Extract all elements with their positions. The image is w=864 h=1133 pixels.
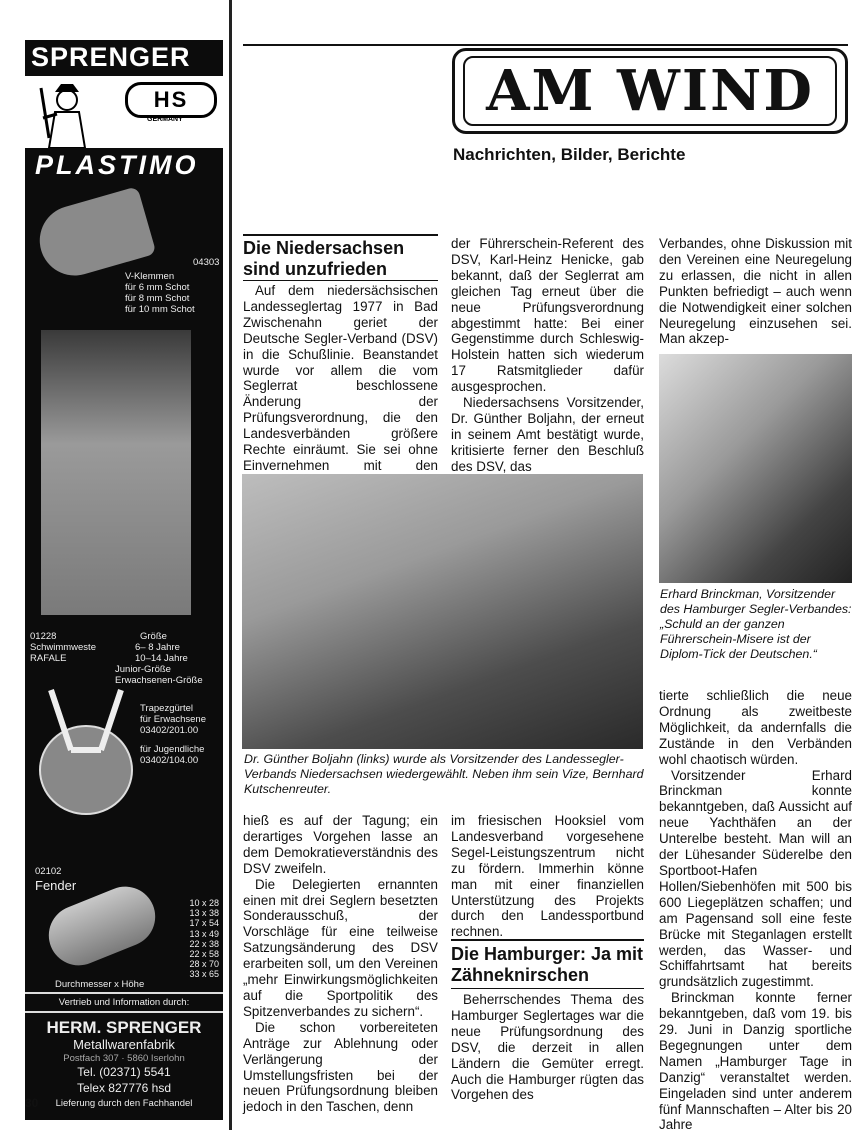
am-wind-masthead (452, 48, 848, 134)
trapeze-line: Trapezgürtel (140, 703, 193, 714)
life-vest-photo (41, 330, 191, 615)
clamp-line: für 6 mm Schot (125, 282, 190, 293)
fender-size: 13 x 49 (189, 928, 219, 939)
article1-col1 (243, 283, 438, 506)
article1-col2 (451, 236, 644, 475)
fender-size: 22 x 58 (189, 949, 219, 960)
vest-size-label: Größe (140, 631, 167, 642)
boljahn-photo (242, 474, 643, 749)
vertrieb-text: Vertrieb und Information durch: (58, 997, 190, 1008)
masthead-title: AM WIND (463, 56, 837, 126)
article2-col2 (451, 992, 644, 1103)
brand-name: SPRENGER (31, 42, 191, 72)
hs-logo-mark: HS (153, 87, 189, 112)
delivery-note: Lieferung durch den Fachhandel (55, 1098, 193, 1109)
fender-size: 17 x 54 (189, 918, 219, 929)
sailor-mascot-icon (33, 78, 103, 156)
paragraph: im friesischen Hooksiel vom Landesverband vorgesehene Segel-Leistungszentrum nicht zu fördern. Immerhin könne man mit einer finanziellen Unterstützung des Projekts durch den Landessportbund rechnen. (451, 813, 644, 940)
vest-adult: Erwachsenen-Größe (115, 675, 203, 686)
headline-rule (451, 939, 644, 941)
clamp-line: V-Klemmen (125, 271, 175, 282)
headline-rule (451, 988, 644, 989)
paragraph: Beherrschendes Thema des Hamburger Seglertages war die neue Prüfungsordnung des DSV, die derzeit in allen Ländern die Gemüter erregt. Auch die Hamburger rügten das Vorgehen des (451, 992, 644, 1103)
clamp-code: 04303 (193, 257, 220, 268)
v-clamp-image (31, 186, 156, 284)
paragraph: der Führerschein-Referent des DSV, Karl-Heinz Henicke, gab bekannt, daß der Seglerrat am gleichen Tag erneut über die neue Prüfungsverordnung abgestimmt hatte: Bei einer Gegenstimme durch Schleswig-Holstein hatten sich wiederum 17 Ratsmitglieder dafür ausgesprochen. (451, 236, 644, 395)
hs-logo (125, 82, 217, 118)
trapeze-line: 03402/201.00 (140, 725, 199, 736)
company-tel: Tel. (02371) 5541 (77, 1065, 171, 1079)
company-telex: Telex 827776 hsd (76, 1081, 172, 1095)
company-name: HERM. SPRENGER (46, 1018, 202, 1037)
vest-specs (30, 631, 215, 686)
fender-size: 10 x 28 (189, 898, 219, 908)
article2-headline: Die Hamburger: Ja mit Zähneknirschen (451, 944, 644, 985)
clamp-line: für 10 mm Schot (125, 304, 195, 315)
fender-code: 02102 (35, 866, 62, 877)
fender-name: Fender (35, 878, 77, 893)
paragraph: Die Delegierten ernannten einen mit drei Seglern besetzten Sonderausschuß, der Vorschläge für eine teilweise Satzungsänderung des DSV erarbeiten soll, um den Vereinen „mehr Einwirkungsmöglichkeiten auf die Sportpolitik des Spitzenverbandes zu sichern“. (243, 876, 438, 1019)
ad-divider (25, 992, 223, 994)
brinckman-photo-caption: Erhard Brinckman, Vorsitzender des Hamburger Segler-Verbandes: „Schuld an der ganzen Führerschein-Misere ist der Diplom-Tick der Deutschen.“ (660, 587, 852, 661)
paragraph: tierte schließlich die neue Ordnung als zweitbeste Möglichkeit, da andernfalls die Zustände in den Verbänden wohl chaotisch würden. (659, 688, 852, 767)
vest-code: 01228 (30, 631, 57, 642)
hs-logo-sub: GERMANY (147, 116, 183, 123)
plastimo-logo: PLASTIMO (35, 150, 199, 180)
article1-col2b (451, 813, 644, 940)
vest-size-1: 6– 8 Jahre (135, 642, 180, 653)
paragraph: Verbandes, ohne Diskussion mit den Vereinen eine Neuregelung zu erlassen, die nicht in allen Punkten befriedigt – auch wenn die Notwendigkeit einer solchen Neuregelung einzusehen sei. Man akzep- (659, 236, 852, 347)
vest-junior: Junior-Größe (115, 664, 171, 675)
trapeze-belt-icon (31, 680, 141, 820)
header-rule (243, 44, 848, 46)
clamp-specs (125, 271, 215, 315)
company-postfach: Postfach 307 · 5860 Iserlohn (63, 1053, 185, 1064)
trapeze-line: 03402/104.00 (140, 755, 199, 766)
fender-size: 28 x 70 (189, 959, 219, 970)
paragraph: Die schon vorbereiteten Anträge zur Ablehnung oder Verlängerung der Umstellungsfristen bei der neuen Prüfungsordnung bleiben jedoch in den Taschen, denn (243, 1019, 438, 1115)
company-sub: Metallwarenfabrik (73, 1037, 175, 1052)
headline-rule (243, 234, 438, 236)
masthead-subtitle: Nachrichten, Bilder, Berichte (453, 145, 686, 164)
article1-col3 (659, 236, 852, 347)
brinckman-photo (659, 354, 852, 583)
paragraph: Niedersachsens Vorsitzender, Dr. Günther Boljahn, der erneut in seinem Amt bestätigt wurde, kritisierte ferner den Beschluß des DSV, das (451, 395, 644, 474)
ad-brand-band (25, 40, 223, 188)
boljahn-photo-caption: Dr. Günther Boljahn (links) wurde als Vorsitzender des Landessegler-Verbands Niedersachsen wiedergewählt. Neben ihm sein Vize, Bernhard Kutschenreuter. (244, 752, 644, 796)
article1-col1b (243, 813, 438, 1115)
paragraph: Vorsitzender Erhard Brinckman konnte bekanntgeben, daß Aussicht auf neue Yachthäfen an der Unterelbe besteht. Man will an der Lühesander Süderelbe den Sportboot-Hafen Hollen/Siebenhöfen mit 500 bis 600 Liegeplätzen schaffen; und am Pagensand soll eine feste Brücke mit Steganlagen erstellt werden, das Wasser- und Schiffahrtsamt hat bereits grundsätzlich zugestimmt. (659, 767, 852, 990)
trapeze-line: für Erwachsene (140, 714, 207, 725)
clamp-line: für 8 mm Schot (125, 293, 190, 304)
fender-legend: Durchmesser x Höhe (55, 979, 145, 990)
fender-sizes (173, 898, 219, 980)
vest-name: Schwimmweste (30, 642, 96, 653)
vest-size-2: 10–14 Jahre (135, 653, 188, 664)
paragraph: Brinckman konnte ferner bekanntgeben, daß vom 19. bis 29. Juni in Danzig sportliche Begegnungen unter dem Namen „Hamburger Tage in Danzig“ veranstaltet werden. Eingeladen sind unter anderem fünf Mannschaften – Alter bis 20 Jahre (659, 990, 852, 1133)
vest-model: RAFALE (30, 653, 67, 664)
fender-size: 13 x 38 (189, 908, 219, 919)
paragraph: hieß es auf der Tagung; ein derartiges Vorgehen lasse an dem Demokratieverständnis des DSV zweifeln. (243, 813, 438, 876)
page-number: 30 (25, 1096, 39, 1110)
article1-headline: Die Niedersachsen sind unzufrieden (243, 238, 405, 279)
headline-rule (243, 280, 438, 281)
sprenger-advertisement (25, 40, 223, 1120)
trapeze-line: für Jugendliche (140, 744, 205, 755)
ad-divider (25, 1011, 223, 1013)
paragraph: Auf dem niedersächsischen Landesseglertag 1977 in Bad Zwischenahn geriet der Deutsche Segler-Verband (DSV) in die Schußlinie. Beanstandet wurde vor allem die vom Seglerrat beschlossene Änderung der Prüfungsverordnung, die den Landesverbänden größere Rechte einräumt. Sie sei ohne Einvernehmen mit den (243, 283, 438, 473)
column-rule (229, 0, 232, 1130)
trapeze-specs (140, 703, 220, 766)
article2-col3 (659, 688, 852, 1133)
fender-size: 33 x 65 (189, 969, 219, 980)
fender-size: 22 x 38 (189, 938, 219, 949)
